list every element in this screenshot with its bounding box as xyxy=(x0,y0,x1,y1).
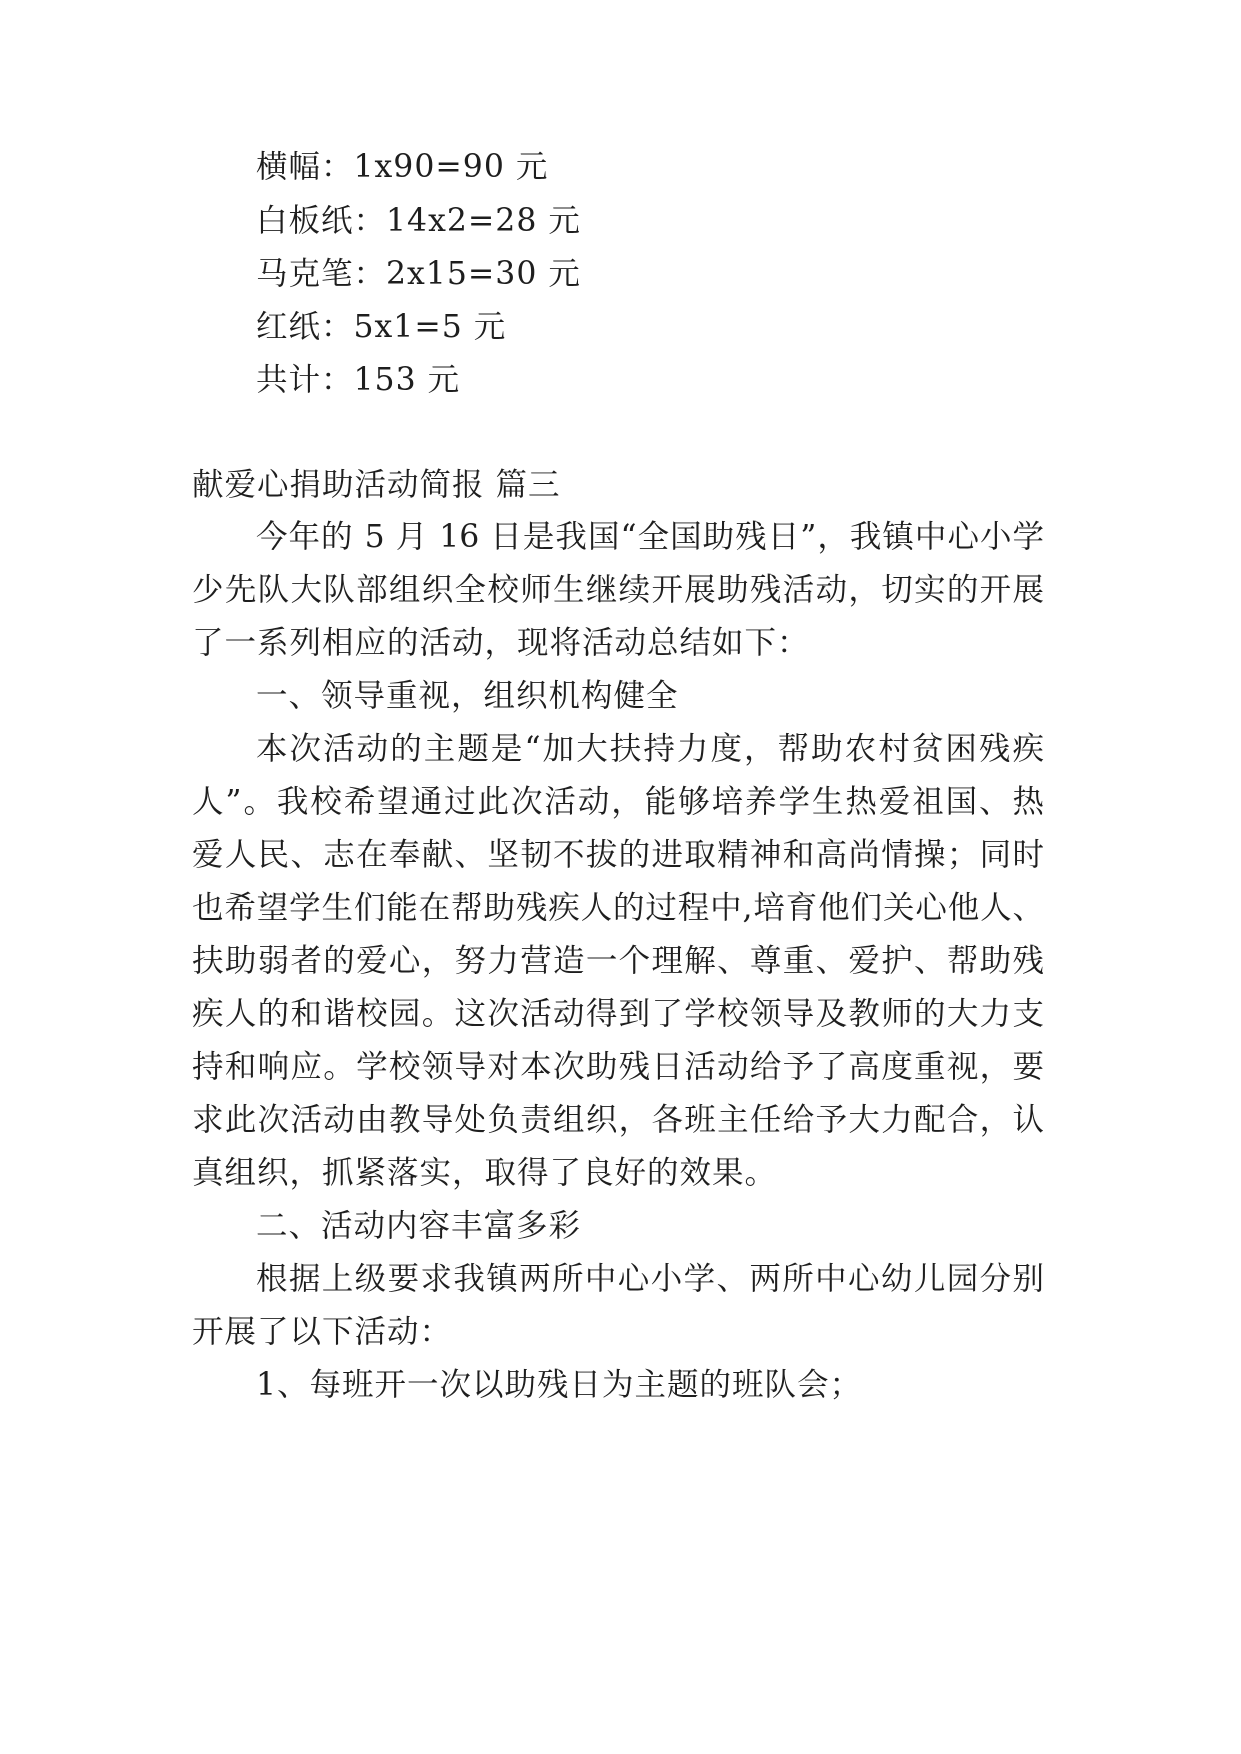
paragraph-line: 持和响应。学校领导对本次助残日活动给予了高度重视，要 xyxy=(192,1049,1044,1085)
budget-total: 共计：153 元 xyxy=(256,362,461,398)
paragraph-line: 今年的 5 月 16 日是我国“全国助残日”，我镇中心小学 xyxy=(256,519,1044,555)
paragraph-line: 本次活动的主题是“加大扶持力度，帮助农村贫困残疾 xyxy=(256,731,1044,767)
budget-item-markers: 马克笔：2x15=30 元 xyxy=(256,256,581,292)
activity-item-1: 1、每班开一次以助残日为主题的班队会； xyxy=(256,1367,863,1403)
paragraph-line: 疾人的和谐校园。这次活动得到了学校领导及教师的大力支 xyxy=(192,996,1044,1032)
paragraph-line: 求此次活动由教导处负责组织，各班主任给予大力配合，认 xyxy=(192,1102,1044,1138)
paragraph-line: 也希望学生们能在帮助残疾人的过程中,培育他们关心他人、 xyxy=(192,890,1044,926)
paragraph-line: 人”。我校希望通过此次活动，能够培养学生热爱祖国、热 xyxy=(192,784,1044,820)
paragraph-line: 扶助弱者的爱心，努力营造一个理解、尊重、爱护、帮助残 xyxy=(192,943,1044,979)
paragraph-line: 少先队大队部组织全校师生继续开展助残活动，切实的开展 xyxy=(192,572,1044,608)
paragraph-line: 开展了以下活动： xyxy=(192,1314,453,1350)
budget-item-red-paper: 红纸：5x1=5 元 xyxy=(256,309,507,345)
paragraph-line: 根据上级要求我镇两所中心小学、两所中心幼儿园分别 xyxy=(256,1261,1044,1297)
paragraph-line: 了一系列相应的活动，现将活动总结如下： xyxy=(192,625,810,661)
subheading-1: 一、领导重视，组织机构健全 xyxy=(256,678,679,714)
section-title: 献爱心捐助活动简报 篇三 xyxy=(192,467,561,503)
subheading-2: 二、活动内容丰富多彩 xyxy=(256,1208,582,1244)
budget-item-banner: 横幅：1x90=90 元 xyxy=(256,149,549,185)
budget-item-whiteboard-paper: 白板纸：14x2=28 元 xyxy=(256,203,581,239)
paragraph-line: 爱人民、志在奉献、坚韧不拔的进取精神和高尚情操；同时 xyxy=(192,837,1044,873)
paragraph-line: 真组织，抓紧落实，取得了良好的效果。 xyxy=(192,1155,778,1191)
